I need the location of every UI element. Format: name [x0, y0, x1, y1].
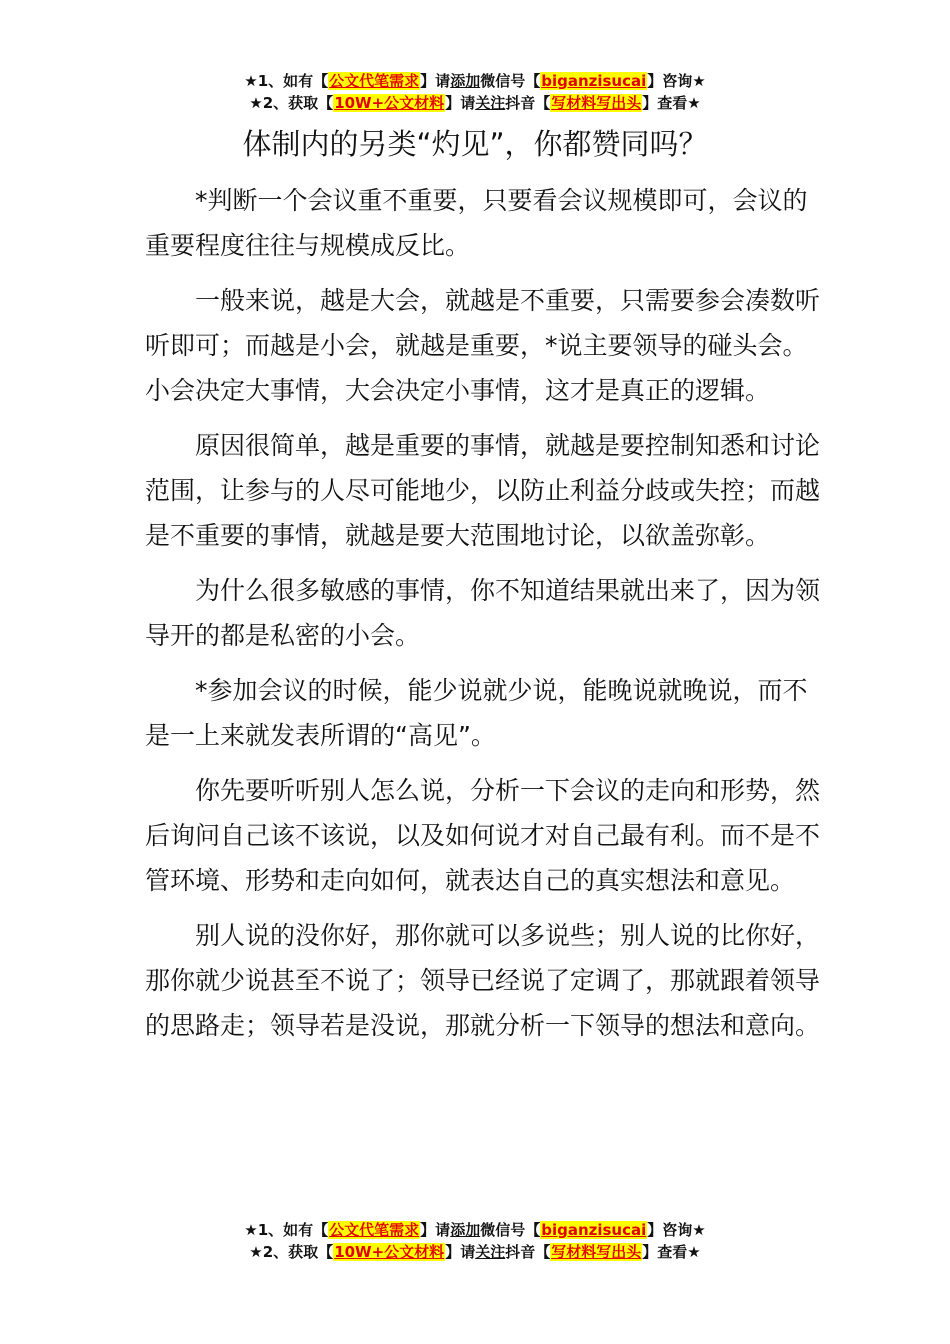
promo-text: 】请 [420, 1221, 451, 1239]
promo-text: ★1、如有【 [244, 1221, 329, 1239]
article-paragraph: 你先要听听别人怎么说，分析一下会议的走向和形势，然后询问自己该不该说，以及如何说才对自己最有利。而不是不管环境、形势和走向如何，就表达自己的真实想法和意见。 [145, 776, 821, 895]
article-paragraph: 原因很简单，越是重要的事情，就越是要控制知悉和讨论范围，让参与的人尽可能地少，以防止利益分歧或失控；而越是不重要的事情，就越是要大范围地讨论，以欲盖弥彰。 [145, 431, 821, 550]
article-paragraph: *参加会议的时候，能少说就少说，能晚说就晚说，而不是一上来就发表所谓的“高见”。 [145, 676, 808, 750]
promo-emphasis: 添加 [450, 72, 481, 90]
promo-line-1 [0, 70, 950, 92]
promo-highlight: 写材料写出头 [551, 94, 642, 112]
promo-banner-top [0, 70, 950, 114]
promo-text: 】请 [445, 1243, 476, 1261]
article-paragraph: 一般来说，越是大会，就越是不重要，只需要参会凑数听听即可；而越是小会，就越是重要，*说主要领导的碰头会。小会决定大事情，大会决定小事情，这才是真正的逻辑。 [145, 286, 821, 405]
promo-line-2 [0, 1241, 950, 1263]
promo-text: 】查看★ [642, 1243, 701, 1261]
promo-text: 】咨询★ [647, 1221, 706, 1239]
promo-text: ★1、如有【 [244, 72, 329, 90]
article-paragraph: 别人说的没你好，那你就可以多说些；别人说的比你好，那你就少说甚至不说了；领导已经说了定调了，那就跟着领导的思路走；领导若是没说，那就分析一下领导的想法和意向。 [145, 921, 821, 1040]
article-title: 体制内的另类“灼见”，你都赞同吗？ [242, 127, 708, 161]
promo-text: ★2、获取【 [249, 94, 334, 112]
promo-text: 微信号【 [480, 72, 541, 90]
promo-highlight: 公文代笔需求 [329, 1221, 420, 1239]
promo-highlight: 公文代笔需求 [329, 72, 420, 90]
promo-banner-bottom [0, 1219, 950, 1263]
promo-highlight: 10W+公文材料 [334, 94, 445, 112]
promo-highlight: biganzisucai [541, 1221, 647, 1239]
promo-text: 】查看★ [642, 94, 701, 112]
promo-text: 】请 [420, 72, 451, 90]
promo-highlight: biganzisucai [541, 72, 647, 90]
article-paragraph: *判断一个会议重不重要，只要看会议规模即可，会议的重要程度往往与规模成反比。 [145, 186, 808, 260]
promo-highlight: 10W+公文材料 [334, 1243, 445, 1261]
article-paragraph: 为什么很多敏感的事情，你不知道结果就出来了，因为领导开的都是私密的小会。 [145, 576, 821, 650]
promo-text: 抖音【 [505, 94, 551, 112]
promo-text: 】咨询★ [647, 72, 706, 90]
article-body [145, 178, 825, 1058]
promo-text: 微信号【 [480, 1221, 541, 1239]
promo-highlight: 写材料写出头 [551, 1243, 642, 1261]
promo-line-1 [0, 1219, 950, 1241]
promo-line-2 [0, 92, 950, 114]
promo-emphasis: 关注 [475, 94, 506, 112]
promo-text: ★2、获取【 [249, 1243, 334, 1261]
promo-emphasis: 关注 [475, 1243, 506, 1261]
promo-emphasis: 添加 [450, 1221, 481, 1239]
promo-text: 】请 [445, 94, 476, 112]
promo-text: 抖音【 [505, 1243, 551, 1261]
